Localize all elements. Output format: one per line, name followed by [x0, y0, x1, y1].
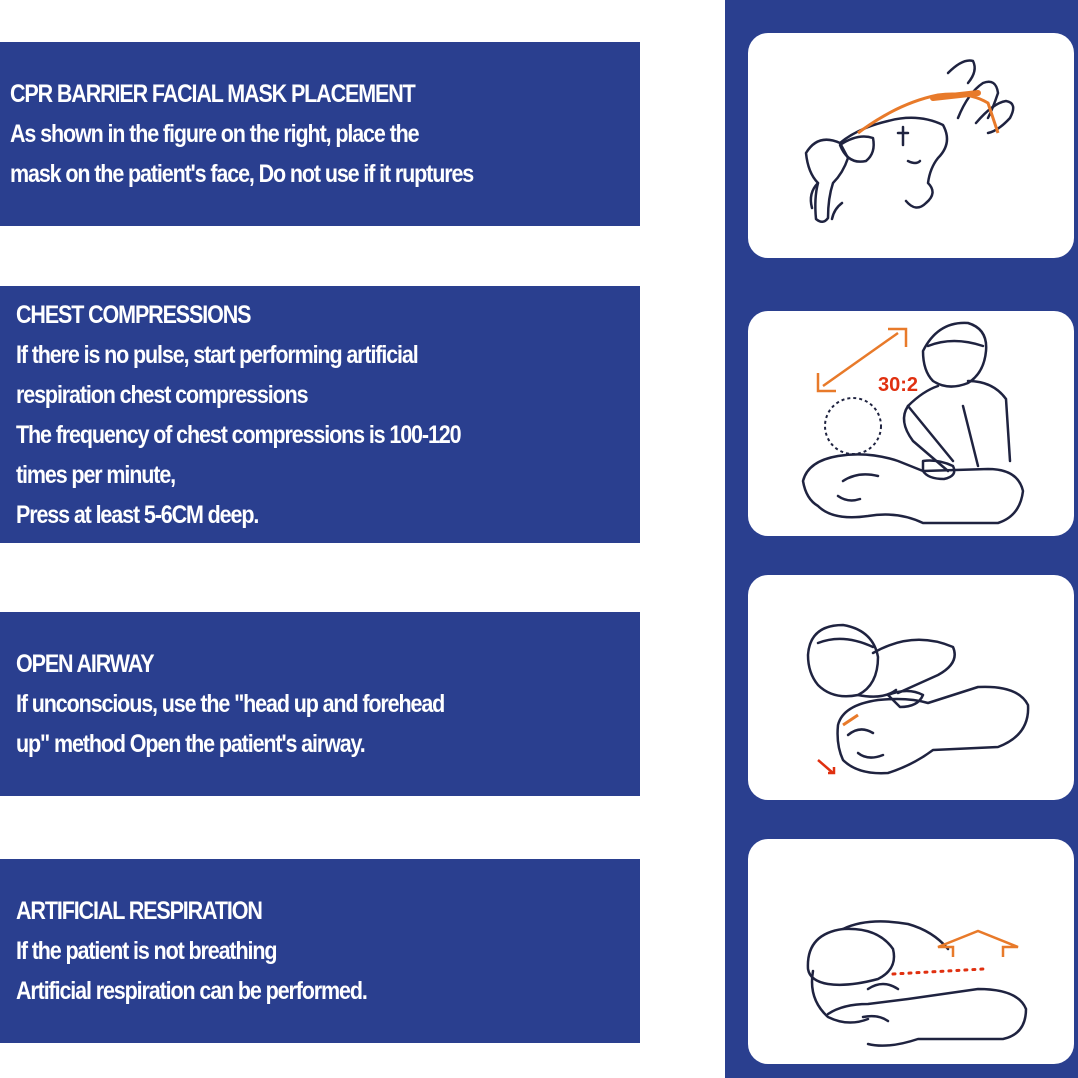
artificial-respiration-icon: [748, 839, 1074, 1064]
section-title: ARTIFICIAL RESPIRATION: [16, 897, 262, 925]
section-text-line: If unconscious, use the "head up and forehead: [16, 690, 445, 718]
open-airway-icon: [748, 575, 1074, 800]
section-open-airway: [0, 612, 640, 796]
section-text-line: If the patient is not breathing: [16, 937, 277, 965]
mask-placement-icon: [748, 33, 1074, 258]
section-text-line: up" method Open the patient's airway.: [16, 730, 365, 758]
section-text-line: Press at least 5-6CM deep.: [16, 500, 259, 529]
section-mask-placement: [0, 42, 640, 226]
artificial-respiration-illustration: [748, 839, 1074, 1064]
section-text-line: The frequency of chest compressions is 100-120: [16, 420, 461, 449]
compression-ratio-label: 30:2: [878, 374, 919, 396]
section-title: CHEST COMPRESSIONS: [16, 300, 251, 329]
section-text-line: respiration chest compressions: [16, 380, 308, 409]
section-text-line: times per minute,: [16, 460, 176, 489]
section-text-line: As shown in the figure on the right, place the: [10, 120, 419, 148]
section-text-line: Artificial respiration can be performed.: [16, 977, 367, 1005]
open-airway-illustration: [748, 575, 1074, 800]
section-artificial-respiration: [0, 859, 640, 1043]
chest-compressions-icon: [748, 311, 1074, 536]
section-text-line: mask on the patient's face, Do not use if it ruptures: [10, 160, 474, 188]
section-title: OPEN AIRWAY: [16, 650, 154, 678]
mask-placement-illustration: [748, 33, 1074, 258]
chest-compressions-illustration: [748, 311, 1074, 536]
section-text-line: If there is no pulse, start performing artificial: [16, 340, 418, 369]
section-title: CPR BARRIER FACIAL MASK PLACEMENT: [10, 80, 415, 108]
section-chest-compressions: [0, 286, 640, 543]
